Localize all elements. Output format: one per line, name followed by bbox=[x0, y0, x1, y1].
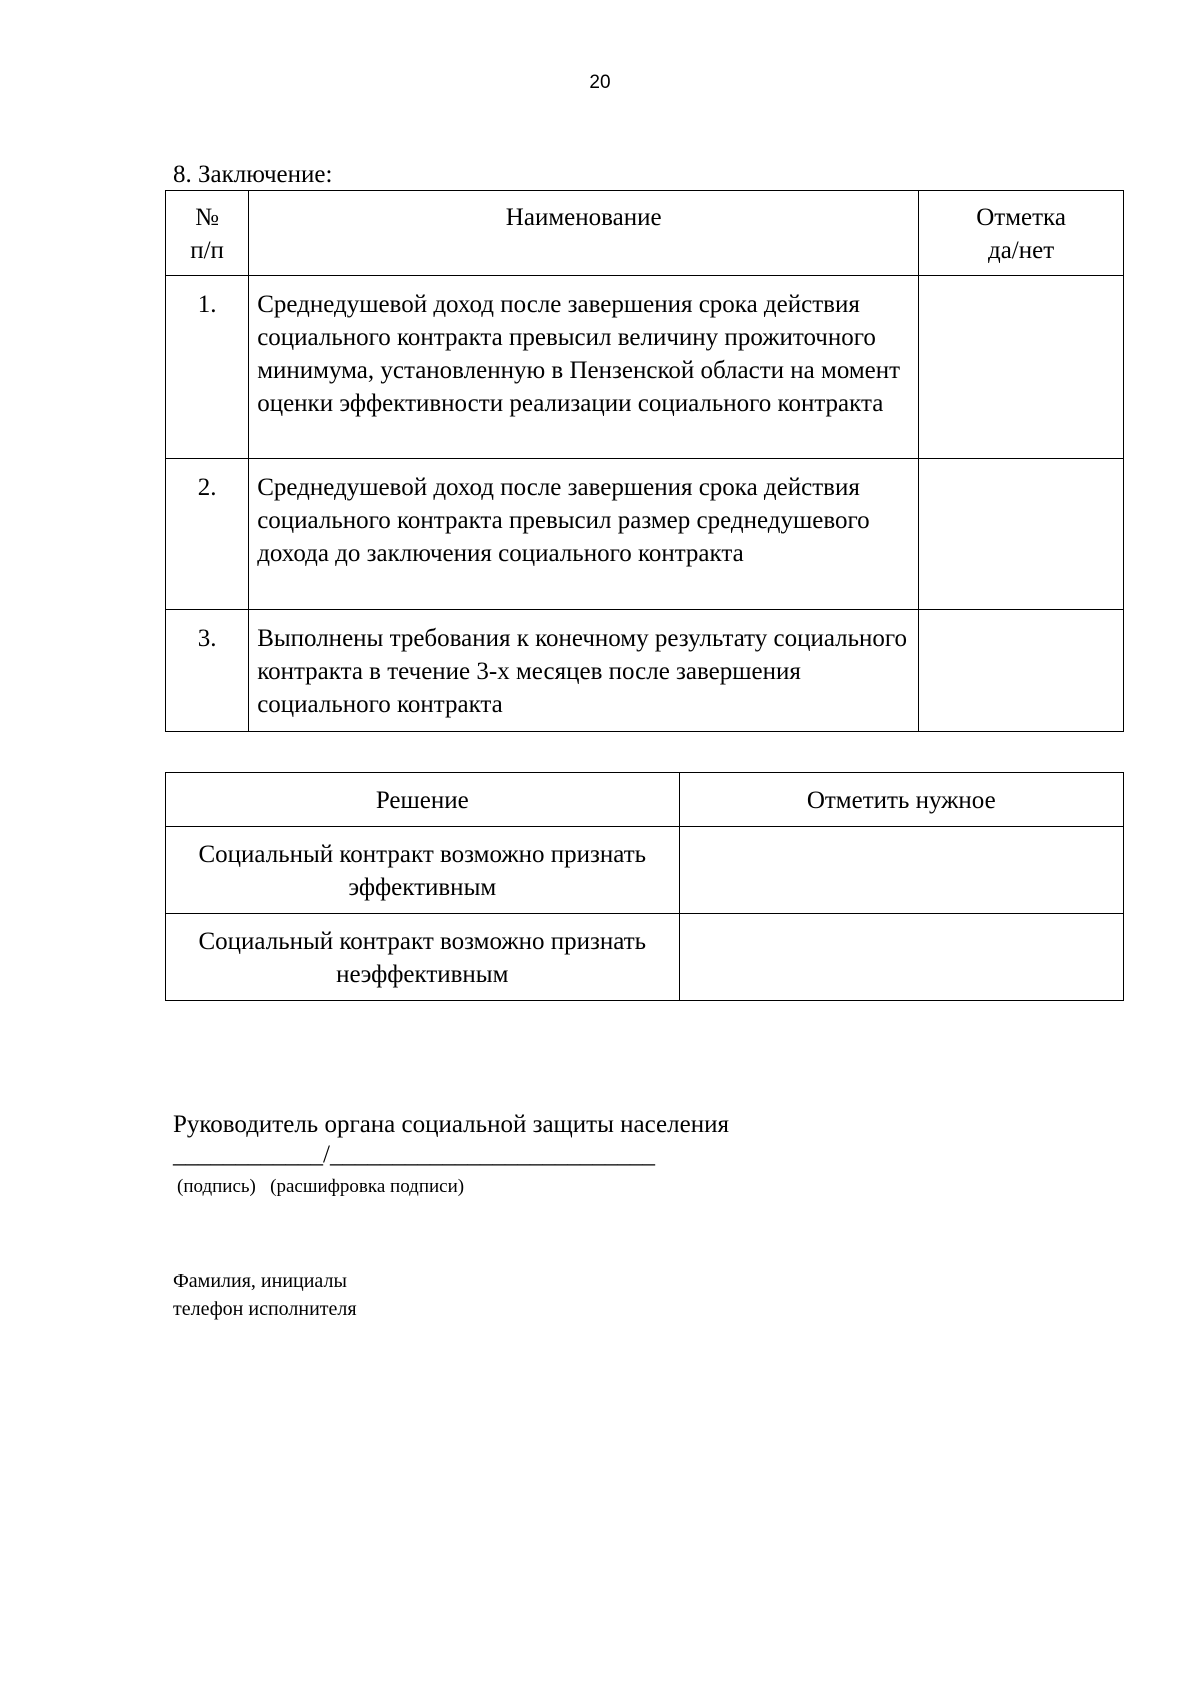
row-number: 3. bbox=[166, 610, 249, 732]
signature-caption: (подпись) (расшифровка подписи) bbox=[177, 1176, 465, 1197]
page-number: 20 bbox=[589, 72, 611, 93]
table-row bbox=[166, 914, 1124, 1001]
decision-select-cell[interactable] bbox=[679, 914, 1123, 1001]
row-mark-cell[interactable] bbox=[919, 610, 1124, 732]
header-mark-line2: да/нет bbox=[987, 237, 1055, 264]
decision-table bbox=[165, 772, 1124, 1001]
row-mark-cell[interactable] bbox=[919, 276, 1124, 459]
row-criterion: Выполнены требования к конечному результату социального контракта в течение 3-х месяцев после завершения социального контракта bbox=[249, 610, 919, 732]
row-criterion: Среднедушевой доход после завершения срока действия социального контракта превысил величину прожиточного минимума, установленную в Пензенской области на момент оценки эффективности реализации социального контракта bbox=[249, 276, 919, 459]
table-row bbox=[166, 459, 1124, 610]
decision-text: Социальный контракт возможно признать эффективным bbox=[166, 827, 680, 914]
table-row bbox=[166, 610, 1124, 732]
executor-phone-label: телефон исполнителя bbox=[173, 1298, 357, 1320]
header-mark-line1: Отметка bbox=[976, 204, 1066, 231]
header-decision: Решение bbox=[166, 773, 680, 827]
signature-line[interactable]: ____________/__________________________ bbox=[173, 1141, 655, 1168]
executor-name-label: Фамилия, инициалы bbox=[173, 1270, 347, 1292]
header-name: Наименование bbox=[249, 191, 919, 276]
section-title: 8. Заключение: bbox=[173, 161, 333, 188]
decision-select-cell[interactable] bbox=[679, 827, 1123, 914]
header-mark bbox=[919, 191, 1124, 276]
conclusion-header-row bbox=[166, 191, 1124, 276]
row-mark-cell[interactable] bbox=[919, 459, 1124, 610]
header-number bbox=[166, 191, 249, 276]
row-criterion: Среднедушевой доход после завершения срока действия социального контракта превысил размер среднедушевого дохода до заключения социального контракта bbox=[249, 459, 919, 610]
decision-header-row bbox=[166, 773, 1124, 827]
signature-title: Руководитель органа социальной защиты населения bbox=[173, 1111, 729, 1138]
executor-block bbox=[173, 1267, 357, 1323]
row-number: 1. bbox=[166, 276, 249, 459]
table-row bbox=[166, 276, 1124, 459]
header-select: Отметить нужное bbox=[679, 773, 1123, 827]
table-row bbox=[166, 827, 1124, 914]
row-number: 2. bbox=[166, 459, 249, 610]
header-number-line2: п/п bbox=[190, 237, 224, 264]
decision-text: Социальный контракт возможно признать неэффективным bbox=[166, 914, 680, 1001]
conclusion-table bbox=[165, 190, 1124, 732]
header-number-line1: № bbox=[195, 204, 220, 231]
